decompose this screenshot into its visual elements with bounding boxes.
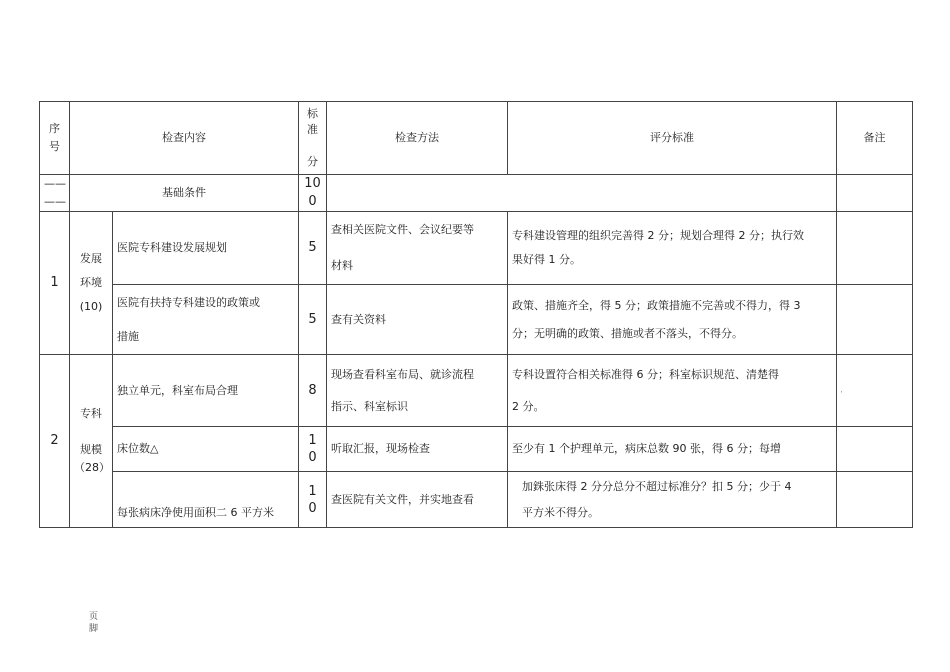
group2-category: 专科 规模 （28） bbox=[70, 355, 113, 528]
method-cell: 现场查看科室布局、就诊流程 指示、科室标识 bbox=[327, 355, 508, 427]
score-cell: 1 0 bbox=[299, 427, 327, 472]
criteria-cell: 至少有 1 个护理单元，病床总数 90 张，得 6 分；每增 bbox=[508, 427, 837, 472]
header-row bbox=[40, 102, 913, 175]
item-cell: 医院专科建设发展规划 bbox=[113, 212, 299, 285]
section-remark bbox=[837, 175, 913, 212]
remark-cell bbox=[837, 285, 913, 355]
header-seq: 序 号 bbox=[40, 102, 70, 175]
score-cell: 8 bbox=[299, 355, 327, 427]
section-row bbox=[40, 175, 913, 212]
group1-num: 1 bbox=[40, 212, 70, 355]
header-content: 检查内容 bbox=[70, 102, 299, 175]
score-cell: 1 0 bbox=[299, 472, 327, 528]
criteria-cell: 政策、措施齐全，得 5 分；政策措施不完善或不得力，得 3 分；无明确的政策、措施或者不落头，不得分。 bbox=[508, 285, 837, 355]
criteria-cell: 专科设置符合相关标准得 6 分；科室标识规范、清楚得 2 分。 bbox=[508, 355, 837, 427]
item-cell: 每张病床净使用面积二 6 平方米 bbox=[113, 472, 299, 528]
item-cell: 独立单元，科室布局合理 bbox=[113, 355, 299, 427]
header-score: 标 准 分 bbox=[299, 102, 327, 175]
header-method: 检查方法 bbox=[327, 102, 508, 175]
remark-cell bbox=[837, 427, 913, 472]
criteria-cell: 专科建设管理的组织完善得 2 分；规划合理得 2 分；执行效 果好得 1 分。 bbox=[508, 212, 837, 285]
score-cell: 5 bbox=[299, 285, 327, 355]
header-criteria: 评分标准 bbox=[508, 102, 837, 175]
group2-num: 2 bbox=[40, 355, 70, 528]
criteria-cell: 加銖张床得 2 分分总分不超过标准分？扣 5 分；少于 4 平方米不得分。 bbox=[508, 472, 837, 528]
table-row bbox=[40, 472, 913, 528]
header-remarks: 备注 bbox=[837, 102, 913, 175]
page-footer: 页 脚 bbox=[89, 612, 99, 634]
method-cell: 听取汇报，现场检查 bbox=[327, 427, 508, 472]
table-row bbox=[40, 285, 913, 355]
score-cell: 5 bbox=[299, 212, 327, 285]
remark-cell bbox=[837, 212, 913, 285]
remark-cell bbox=[837, 472, 913, 528]
remark-cell: ' bbox=[837, 355, 913, 427]
table-row bbox=[40, 355, 913, 427]
table-row bbox=[40, 427, 913, 472]
item-cell: 医院有扶持专科建设的政策或 措施 bbox=[113, 285, 299, 355]
section-score: 10 0 bbox=[299, 175, 327, 212]
section-empty bbox=[327, 175, 837, 212]
method-cell: 查相关医院文件、会议纪要等 材料 bbox=[327, 212, 508, 285]
section-name: 基础条件 bbox=[70, 175, 299, 212]
item-cell: 床位数△ bbox=[113, 427, 299, 472]
section-seq: —— —— bbox=[40, 175, 70, 212]
method-cell: 查医院有关文件，并实地查看 bbox=[327, 472, 508, 528]
group1-category: 发展 环境 (10) bbox=[70, 212, 113, 355]
table-row bbox=[40, 212, 913, 285]
method-cell: 查有关资料 bbox=[327, 285, 508, 355]
evaluation-table bbox=[39, 101, 913, 528]
